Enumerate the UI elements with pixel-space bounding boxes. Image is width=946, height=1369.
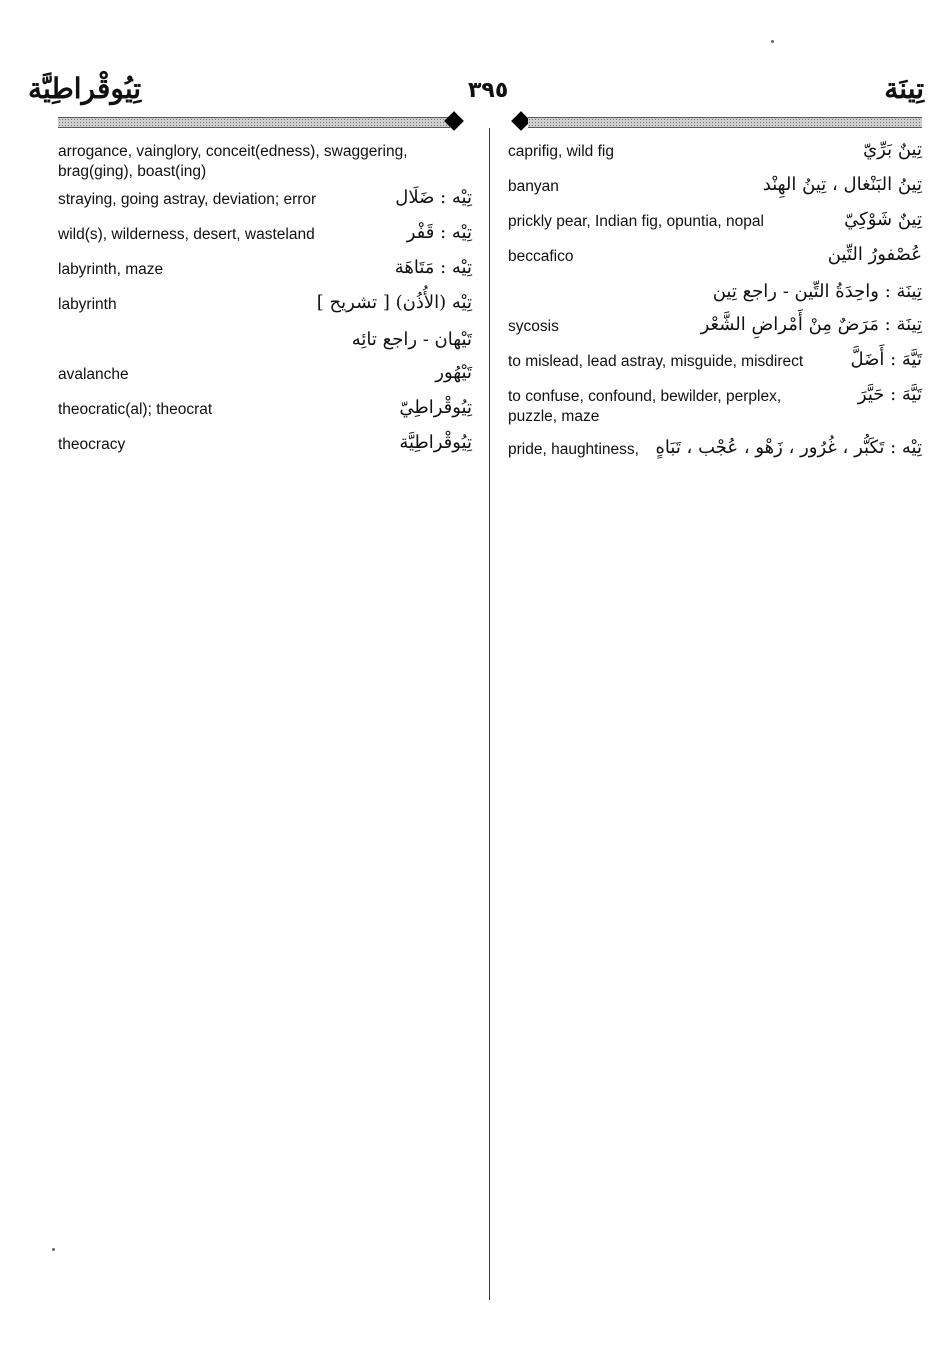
entry [508,349,922,374]
entry [508,384,922,427]
right-header-rule [528,117,922,128]
entry-english: wild(s), wilderness, desert, wasteland [58,226,315,243]
entry-english: sycosis [508,318,559,335]
left-header-rule [58,117,450,128]
entry-arabic: تِيْه : قَفْر [406,222,472,243]
entry-arabic: تَيَّهَ : حَيَّرَ [857,384,922,405]
entry [508,139,922,164]
entry [508,209,922,234]
column-divider [489,128,490,1300]
entry-english: theocratic(al); theocrat [58,401,213,418]
entry-arabic: تِينَة : مَرَضٌ مِنْ أَمْراضِ الشَّعْر [700,314,922,335]
right-column [508,139,922,475]
entry-english: prickly pear, Indian fig, opuntia, nopal [508,213,764,230]
entry-arabic: تِيْه : مَتَاهَة [394,257,472,278]
entry [508,282,922,304]
entry-english: to mislead, lead astray, misguide, misdirect [508,353,804,370]
speck-mark [771,40,774,43]
entry-arabic: تِينُ البَنْغال ، تِينُ الهِنْد [762,174,922,195]
entry-arabic: تِيْه : ضَلَال [395,187,472,208]
left-header-word: تِيُوقْراطِيَّة [28,72,142,105]
speck-mark [52,1248,55,1251]
entry [58,330,472,352]
entry-arabic: تِيُوقْراطِيَّة [399,432,472,453]
entry-english: labyrinth, maze [58,261,164,278]
entry-arabic: تَيْهُور [435,362,472,383]
entry [508,244,922,269]
entry-english: labyrinth [58,296,117,313]
entry-english: straying, going astray, deviation; error [58,191,317,208]
entry-arabic: تَيَّهَ : أَضَلَّ [850,349,922,370]
entry-arabic: تِيُوقْراطِيّ [399,397,472,418]
right-header-word: تِينَة [884,72,924,105]
entry [508,174,922,199]
entry [508,314,922,339]
entry [58,397,472,422]
entry-english: theocracy [58,436,126,453]
entry [58,292,472,317]
entry-english: caprifig, wild fig [508,143,614,160]
entry-english: pride, haughtiness, [508,441,639,458]
entry [58,257,472,282]
entry-english: avalanche [58,366,129,383]
entry [58,187,472,212]
entry-english: beccafico [508,248,574,265]
entry-arabic: تِينٌ شَوْكِيّ [844,209,922,230]
entry [58,222,472,247]
page-number: ٣٩٥ [468,78,509,103]
entry-english: arrogance, vainglory, conceit(edness), swaggering, brag(ging), boast(ing) [58,143,408,180]
entry-arabic: تَيْهان - راجع تائِه [351,329,472,350]
entry-arabic: تِيْه : تَكَبُّر ، غُرُور ، زَهْو ، عُجْب ، تَبَاهٍ [655,437,922,458]
left-column [58,142,472,470]
entry-arabic: عُصْفورُ التِّين [827,244,922,265]
entry-english: to confuse, confound, bewilder, perplex, puzzle, maze [508,388,782,425]
entry-arabic: تِيْه (الأُذُن) [ تشريح ] [316,292,472,313]
entry [508,437,922,462]
entry [58,362,472,387]
entry-arabic: تِينَة : واحِدَةُ التِّين - راجع تِين [712,281,922,302]
entry [58,432,472,457]
entry [58,142,472,182]
entry-english: banyan [508,178,559,195]
entry-arabic: تِينٌ بَرِّيّ [863,139,922,160]
